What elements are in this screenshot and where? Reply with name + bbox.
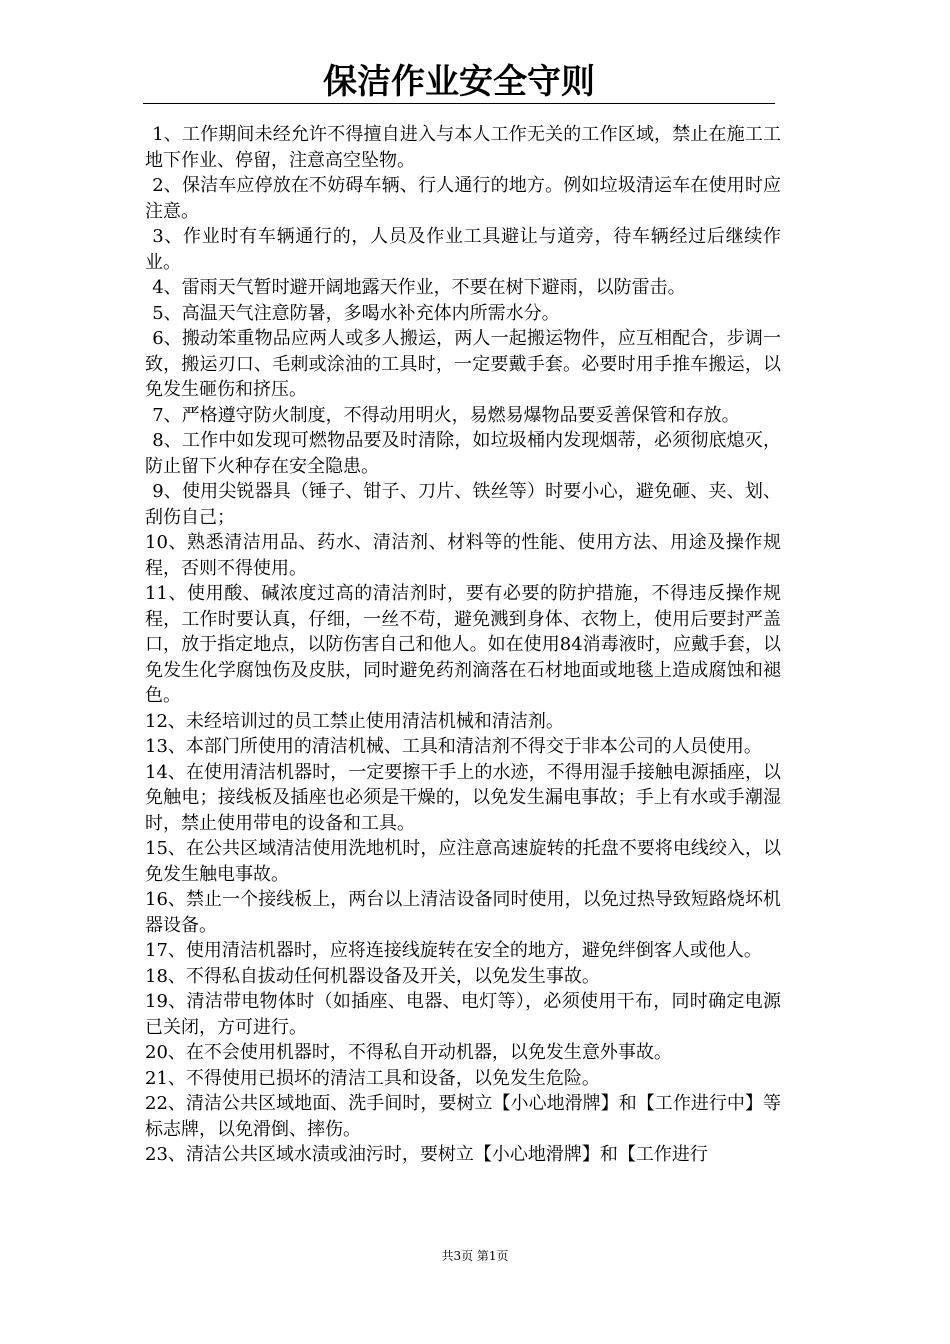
rule-paragraph: 11、使用酸、碱浓度过高的清洁剂时，要有必要的防护措施，不得违反操作规程，工作时要认真，仔细，一丝不苟，避免溅到身体、衣物上，使用后要封严盖口，放于指定地点，以防伤害自己和他人。如在使用84消毒液时，应戴手套，以免发生化学腐蚀伤及皮肤，同时避免药剂滴落在石材地面或地毯上造成腐蚀和褪色。 <box>145 583 781 706</box>
rule-paragraph: 21、不得使用已损坏的清洁工具和设备，以免发生危险。 <box>145 1067 600 1089</box>
rule-paragraph: 17、使用清洁机器时，应将连接线旋转在安全的地方，避免绊倒客人或他人。 <box>145 940 762 961</box>
rule-paragraph: 18、不得私自拔动任何机器设备及开关，以免发生事故。 <box>145 965 600 987</box>
document-body <box>145 122 781 1168</box>
rule-paragraph: 3、作业时有车辆通行的，人员及作业工具避让与道旁，待车辆经过后继续作业。 <box>145 226 781 273</box>
rule-paragraph: 4、雷雨天气暂时避开阔地露天作业，不要在树下避雨，以防雷击。 <box>152 277 686 298</box>
title-underline <box>143 103 775 104</box>
rule-paragraph: 20、在不会使用机器时，不得私自开动机器，以免发生意外事故。 <box>145 1042 672 1063</box>
rule-paragraph: 2、保洁车应停放在不妨碍车辆、行人通行的地方。例如垃圾清运车在使用时应注意。 <box>145 175 781 222</box>
rule-paragraph: 23、清洁公共区域水渍或油污时，要树立【小心地滑牌】和【工作进行 <box>145 1144 708 1165</box>
rule-paragraph: 14、在使用清洁机器时，一定要擦干手上的水迹，不得用湿手接触电源插座，以免触电；接线板及插座也必须是干燥的，以免发生漏电事故；手上有水或手潮湿时，禁止使用带电的设备和工具。 <box>145 761 781 834</box>
rule-paragraph: 5、高温天气注意防暑，多喝水补充体内所需水分。 <box>152 302 560 324</box>
rule-paragraph: 12、未经培训过的员工禁止使用清洁机械和清洁剂。 <box>145 710 564 732</box>
rule-paragraph: 16、禁止一个接线板上，两台以上清洁设备同时使用，以免过热导致短路烧坏机器设备。 <box>145 889 781 936</box>
rule-paragraph: 22、清洁公共区域地面、洗手间时，要树立【小心地滑牌】和【工作进行中】等标志牌，以免滑倒、摔伤。 <box>145 1093 781 1140</box>
rule-paragraph: 8、工作中如发现可燃物品要及时清除，如垃圾桶内发现烟蒂，必须彻底熄灭，防止留下火种存在安全隐患。 <box>145 430 781 477</box>
rule-paragraph: 15、在公共区域清洁使用洗地机时，应注意高速旋转的托盘不要将电线绞入，以免发生触电事故。 <box>145 838 781 885</box>
rule-paragraph: 13、本部门所使用的清洁机械、工具和清洁剂不得交于非本公司的人员使用。 <box>145 736 762 757</box>
rule-paragraph: 10、熟悉清洁用品、药水、清洁剂、材料等的性能、使用方法、用途及操作规程，否则不得使用。 <box>145 532 781 579</box>
page-footer: 共3页 第1页 <box>441 1249 509 1263</box>
rule-paragraph: 6、搬动笨重物品应两人或多人搬运，两人一起搬运物件，应互相配合，步调一致，搬运刃口、毛刺或涂油的工具时，一定要戴手套。必要时用手推车搬运，以免发生砸伤和挤压。 <box>145 328 781 400</box>
rule-paragraph: 9、使用尖锐器具（锤子、钳子、刀片、铁丝等）时要小心，避免砸、夹、划、刮伤自己； <box>145 481 781 528</box>
rule-paragraph: 19、清洁带电物体时（如插座、电器、电灯等），必须使用干布，同时确定电源已关闭，方可进行。 <box>145 991 781 1038</box>
rule-paragraph: 7、严格遵守防火制度，不得动用明火，易燃易爆物品要妥善保管和存放。 <box>152 404 740 426</box>
rule-paragraph: 1、工作期间未经允许不得擅自进入与本人工作无关的工作区域，禁止在施工工地下作业、停留，注意高空坠物。 <box>145 124 781 171</box>
document-title: 保洁作业安全守则 <box>323 62 595 102</box>
